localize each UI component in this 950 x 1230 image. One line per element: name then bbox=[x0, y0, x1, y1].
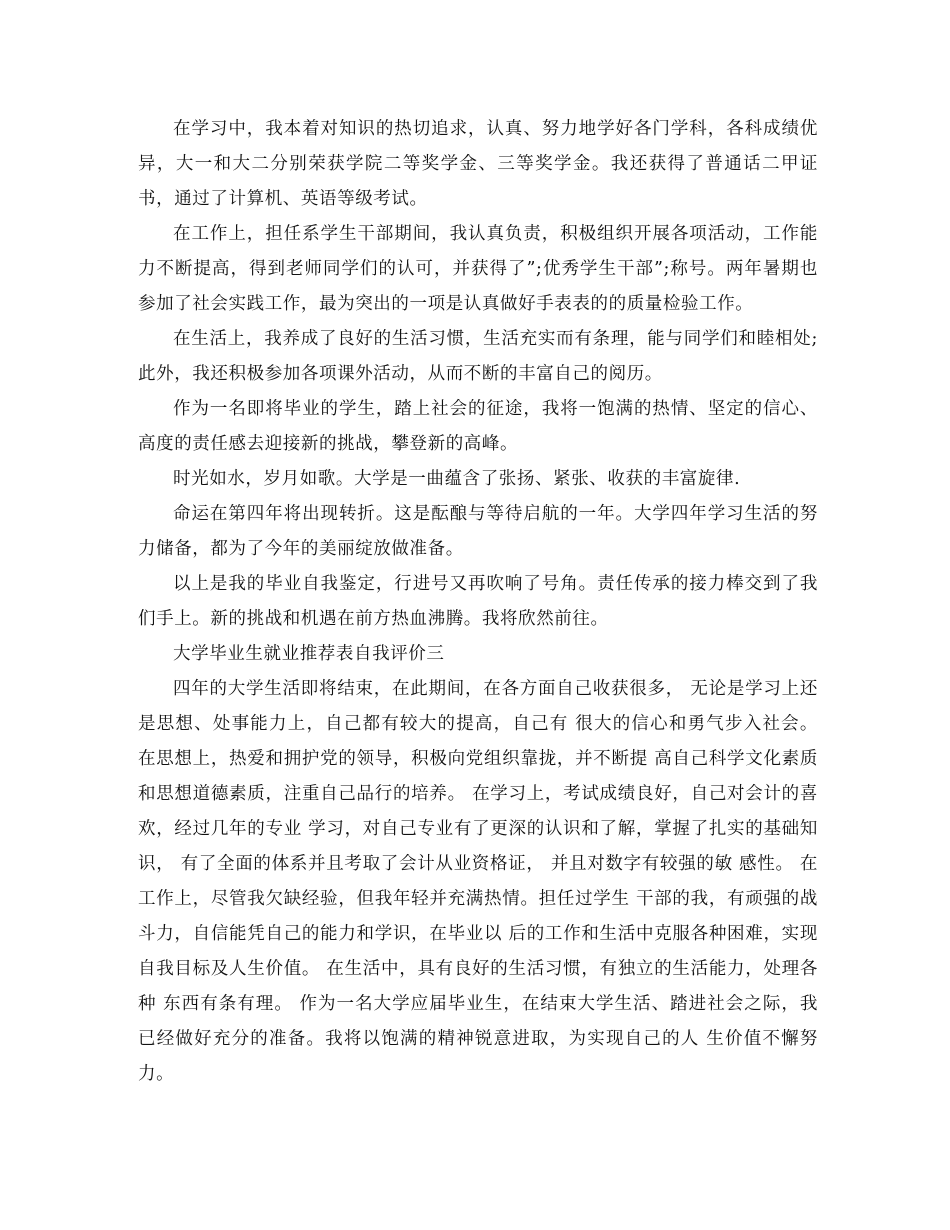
paragraph-conclusion: 以上是我的毕业自我鉴定，行进号又再吹响了号角。责任传承的接力棒交到了我们手上。新的挑战和机遇在前方热血沸腾。我将欣然前往。 bbox=[138, 574, 818, 629]
paragraph-time-like-water: 时光如水，岁月如歌。大学是一曲蕴含了张扬、紧张、收获的丰富旋律. bbox=[173, 469, 741, 489]
paragraph-life: 在生活上，我养成了良好的生活习惯，生活充实而有条理，能与同学们和睦相处;此外，我还积极参加各项课外活动，从而不断的丰富自己的阅历。 bbox=[138, 329, 818, 384]
paragraph-work: 在工作上，担任系学生干部期间，我认真负责，积极组织开展各项活动，工作能力不断提高，得到老师同学们的认可，并获得了”;优秀学生干部”;称号。两年暑期也参加了社会实践工作，最为突出的一项是认真做好手表表的的质量检验工作。 bbox=[138, 224, 818, 314]
paragraph-study: 在学习中，我本着对知识的热切追求，认真、努力地学好各门学科，各科成绩优异，大一和大二分别荣获学院二等奖学金、三等奖学金。我还获得了普通话二甲证书，通过了计算机、英语等级考试。 bbox=[138, 119, 818, 209]
paragraph-graduate-outlook: 作为一名即将毕业的学生，踏上社会的征途，我将一饱满的热情、坚定的信心、高度的责任感去迎接新的挑战，攀登新的高峰。 bbox=[138, 399, 818, 454]
paragraph-self-evaluation: 四年的大学生活即将结束，在此期间，在各方面自己收获很多， 无论是学习上还是思想、处事能力上，自己都有较大的提高，自己有 很大的信心和勇气步入社会。 在思想上，热爱和拥护党的领导，积极向党组织靠拢，并不断提 高自己科学文化素质和思想道德素质，注重自己品行的培养。 在学习上，考试成绩良好，自己对会计的喜欢，经过几年的专业 学习，对自己专业有了更深的认识和了解，掌握了扎实的基础知识， 有了全面的体系并且考取了会计从业资格证， 并且对数字有较强的敏 感性。 在工作上，尽管我欠缺经验，但我年轻并充满热情。担任过学生 干部的我，有顽强的战斗力，自信能凭自己的能力和学识，在毕业以 后的工作和生活中克服各种困难，实现自我目标及人生价值。 在生活中，具有良好的生活习惯，有独立的生活能力，处理各种 东西有条有理。 作为一名大学应届毕业生，在结束大学生活、踏进社会之际，我 已经做好充分的准备。我将以饱满的精神锐意进取，为实现自己的人 生价值不懈努力。 bbox=[138, 679, 818, 1084]
document-body bbox=[138, 112, 818, 1092]
paragraph-fourth-year: 命运在第四年将出现转折。这是酝酿与等待启航的一年。大学四年学习生活的努力储备，都为了今年的美丽绽放做准备。 bbox=[138, 504, 818, 559]
section-heading: 大学毕业生就业推荐表自我评价三 bbox=[173, 644, 445, 664]
